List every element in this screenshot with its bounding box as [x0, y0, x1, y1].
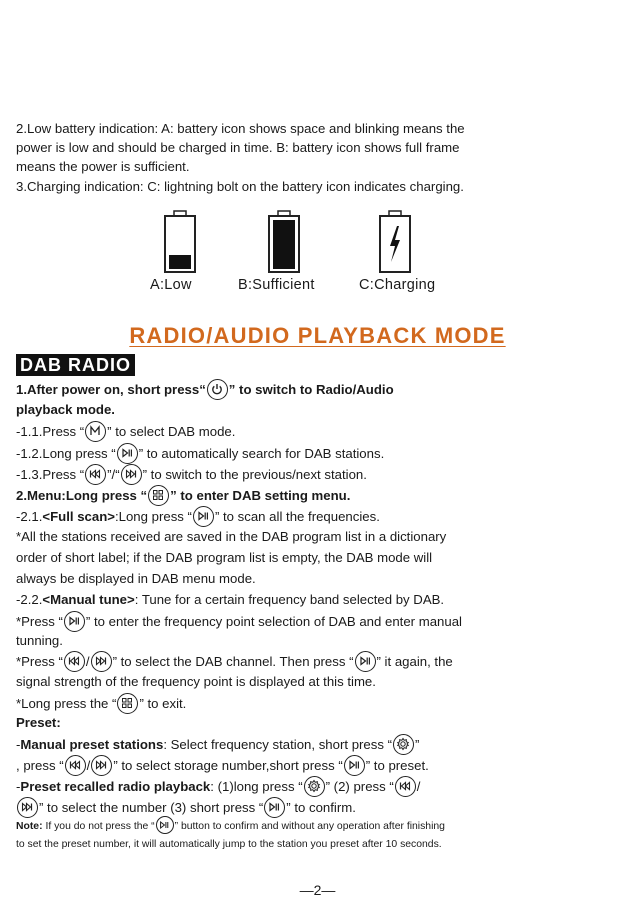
preset-line-1: -Manual preset stations: Select frequency station, short press “ ” — [16, 735, 419, 756]
note-line-1: *All the stations received are saved in the DAB program list in a dictionary — [16, 529, 447, 544]
note-line: Note: If you do not press the “ ” button to confirm and without any operation after finishing — [16, 817, 445, 835]
play-pause-icon — [355, 651, 376, 672]
caption-sufficient: B:Sufficient — [238, 277, 315, 293]
play-pause-icon — [156, 816, 174, 834]
previous-icon — [85, 464, 106, 485]
play-pause-icon — [264, 797, 285, 818]
step-1-2-line: -1.2.Long press “ ” to automatically search for DAB stations. — [16, 444, 384, 465]
battery-text-line-3: means the power is sufficient. — [16, 159, 190, 174]
charging-text-line: 3.Charging indication: C: lightning bolt on the battery icon indicates charging. — [16, 179, 464, 194]
dab-radio-heading: DAB RADIO — [16, 354, 135, 376]
step-2-line: 2.Menu:Long press “ ” to enter DAB setting menu. — [16, 486, 350, 507]
mode-m-icon — [85, 421, 106, 442]
manual-tune-line-3: *Press “ / ” to select the DAB channel. Then press “ ” it again, the — [16, 652, 453, 673]
step-1-3-line: -1.3.Press “ ”/“ ” to switch to the previous/next station. — [16, 465, 367, 486]
battery-full-icon — [267, 210, 301, 274]
battery-low-icon — [163, 210, 197, 274]
battery-charging-icon — [378, 210, 412, 274]
play-pause-icon — [64, 611, 85, 632]
manual-tune-line-2: tunning. — [16, 633, 63, 648]
battery-text-line-2: power is low and should be charged in time. B: battery icon shows full frame — [16, 140, 460, 155]
previous-icon — [64, 651, 85, 672]
note-line-2: order of short label; if the DAB program list is empty, the DAB mode will — [16, 550, 433, 565]
note-line-3: always be displayed in DAB menu mode. — [16, 571, 256, 586]
preset-gear-icon — [393, 734, 414, 755]
preset-line-2: , press “ / ” to select storage number,short press “ ” to preset. — [16, 756, 429, 777]
previous-icon — [65, 755, 86, 776]
battery-text-line-1: 2.Low battery indication: A: battery icon shows space and blinking means the — [16, 121, 465, 136]
previous-icon — [395, 776, 416, 797]
note-line-2: to set the preset number, it will automatically jump to the station you preset after 10 seconds. — [16, 839, 442, 850]
step-2-1-line: -2.1.<Full scan>:Long press “ ” to scan all the frequencies. — [16, 507, 380, 528]
section-title: RADIO/AUDIO PLAYBACK MODE — [129, 323, 506, 348]
next-icon — [17, 797, 38, 818]
step-1-1-line: -1.1.Press “ ” to select DAB mode. — [16, 422, 235, 443]
page-number: —2— — [299, 882, 336, 898]
power-icon — [207, 379, 228, 400]
play-pause-icon — [344, 755, 365, 776]
battery-low-fill — [169, 255, 191, 269]
play-pause-icon — [193, 506, 214, 527]
preset-gear-icon — [304, 776, 325, 797]
caption-charging: C:Charging — [359, 277, 436, 293]
manual-tune-line-4: signal strength of the frequency point is displayed at this time. — [16, 674, 376, 689]
step-1-line: 1.After power on, short press“ ” to switch to Radio/Audio — [16, 380, 394, 401]
menu-grid-icon — [148, 485, 169, 506]
step-1-line-2: playback mode. — [16, 402, 115, 417]
lightning-bolt-icon — [390, 226, 400, 262]
preset-line-3: -Preset recalled radio playback: (1)long press “ ” (2) press “ / — [16, 777, 420, 798]
preset-line-4: ” to select the number (3) short press “ ” to confirm. — [16, 798, 356, 819]
next-icon — [91, 755, 112, 776]
manual-tune-line-1: *Press “ ” to enter the frequency point selection of DAB and enter manual — [16, 612, 462, 633]
play-pause-icon — [117, 443, 138, 464]
menu-grid-icon — [117, 693, 138, 714]
manual-tune-line-5: *Long press the “ ” to exit. — [16, 694, 186, 715]
next-icon — [121, 464, 142, 485]
step-2-2-line: -2.2.<Manual tune>: Tune for a certain frequency band selected by DAB. — [16, 592, 445, 607]
next-icon — [91, 651, 112, 672]
caption-low: A:Low — [150, 277, 192, 293]
preset-heading: Preset: — [16, 715, 61, 730]
